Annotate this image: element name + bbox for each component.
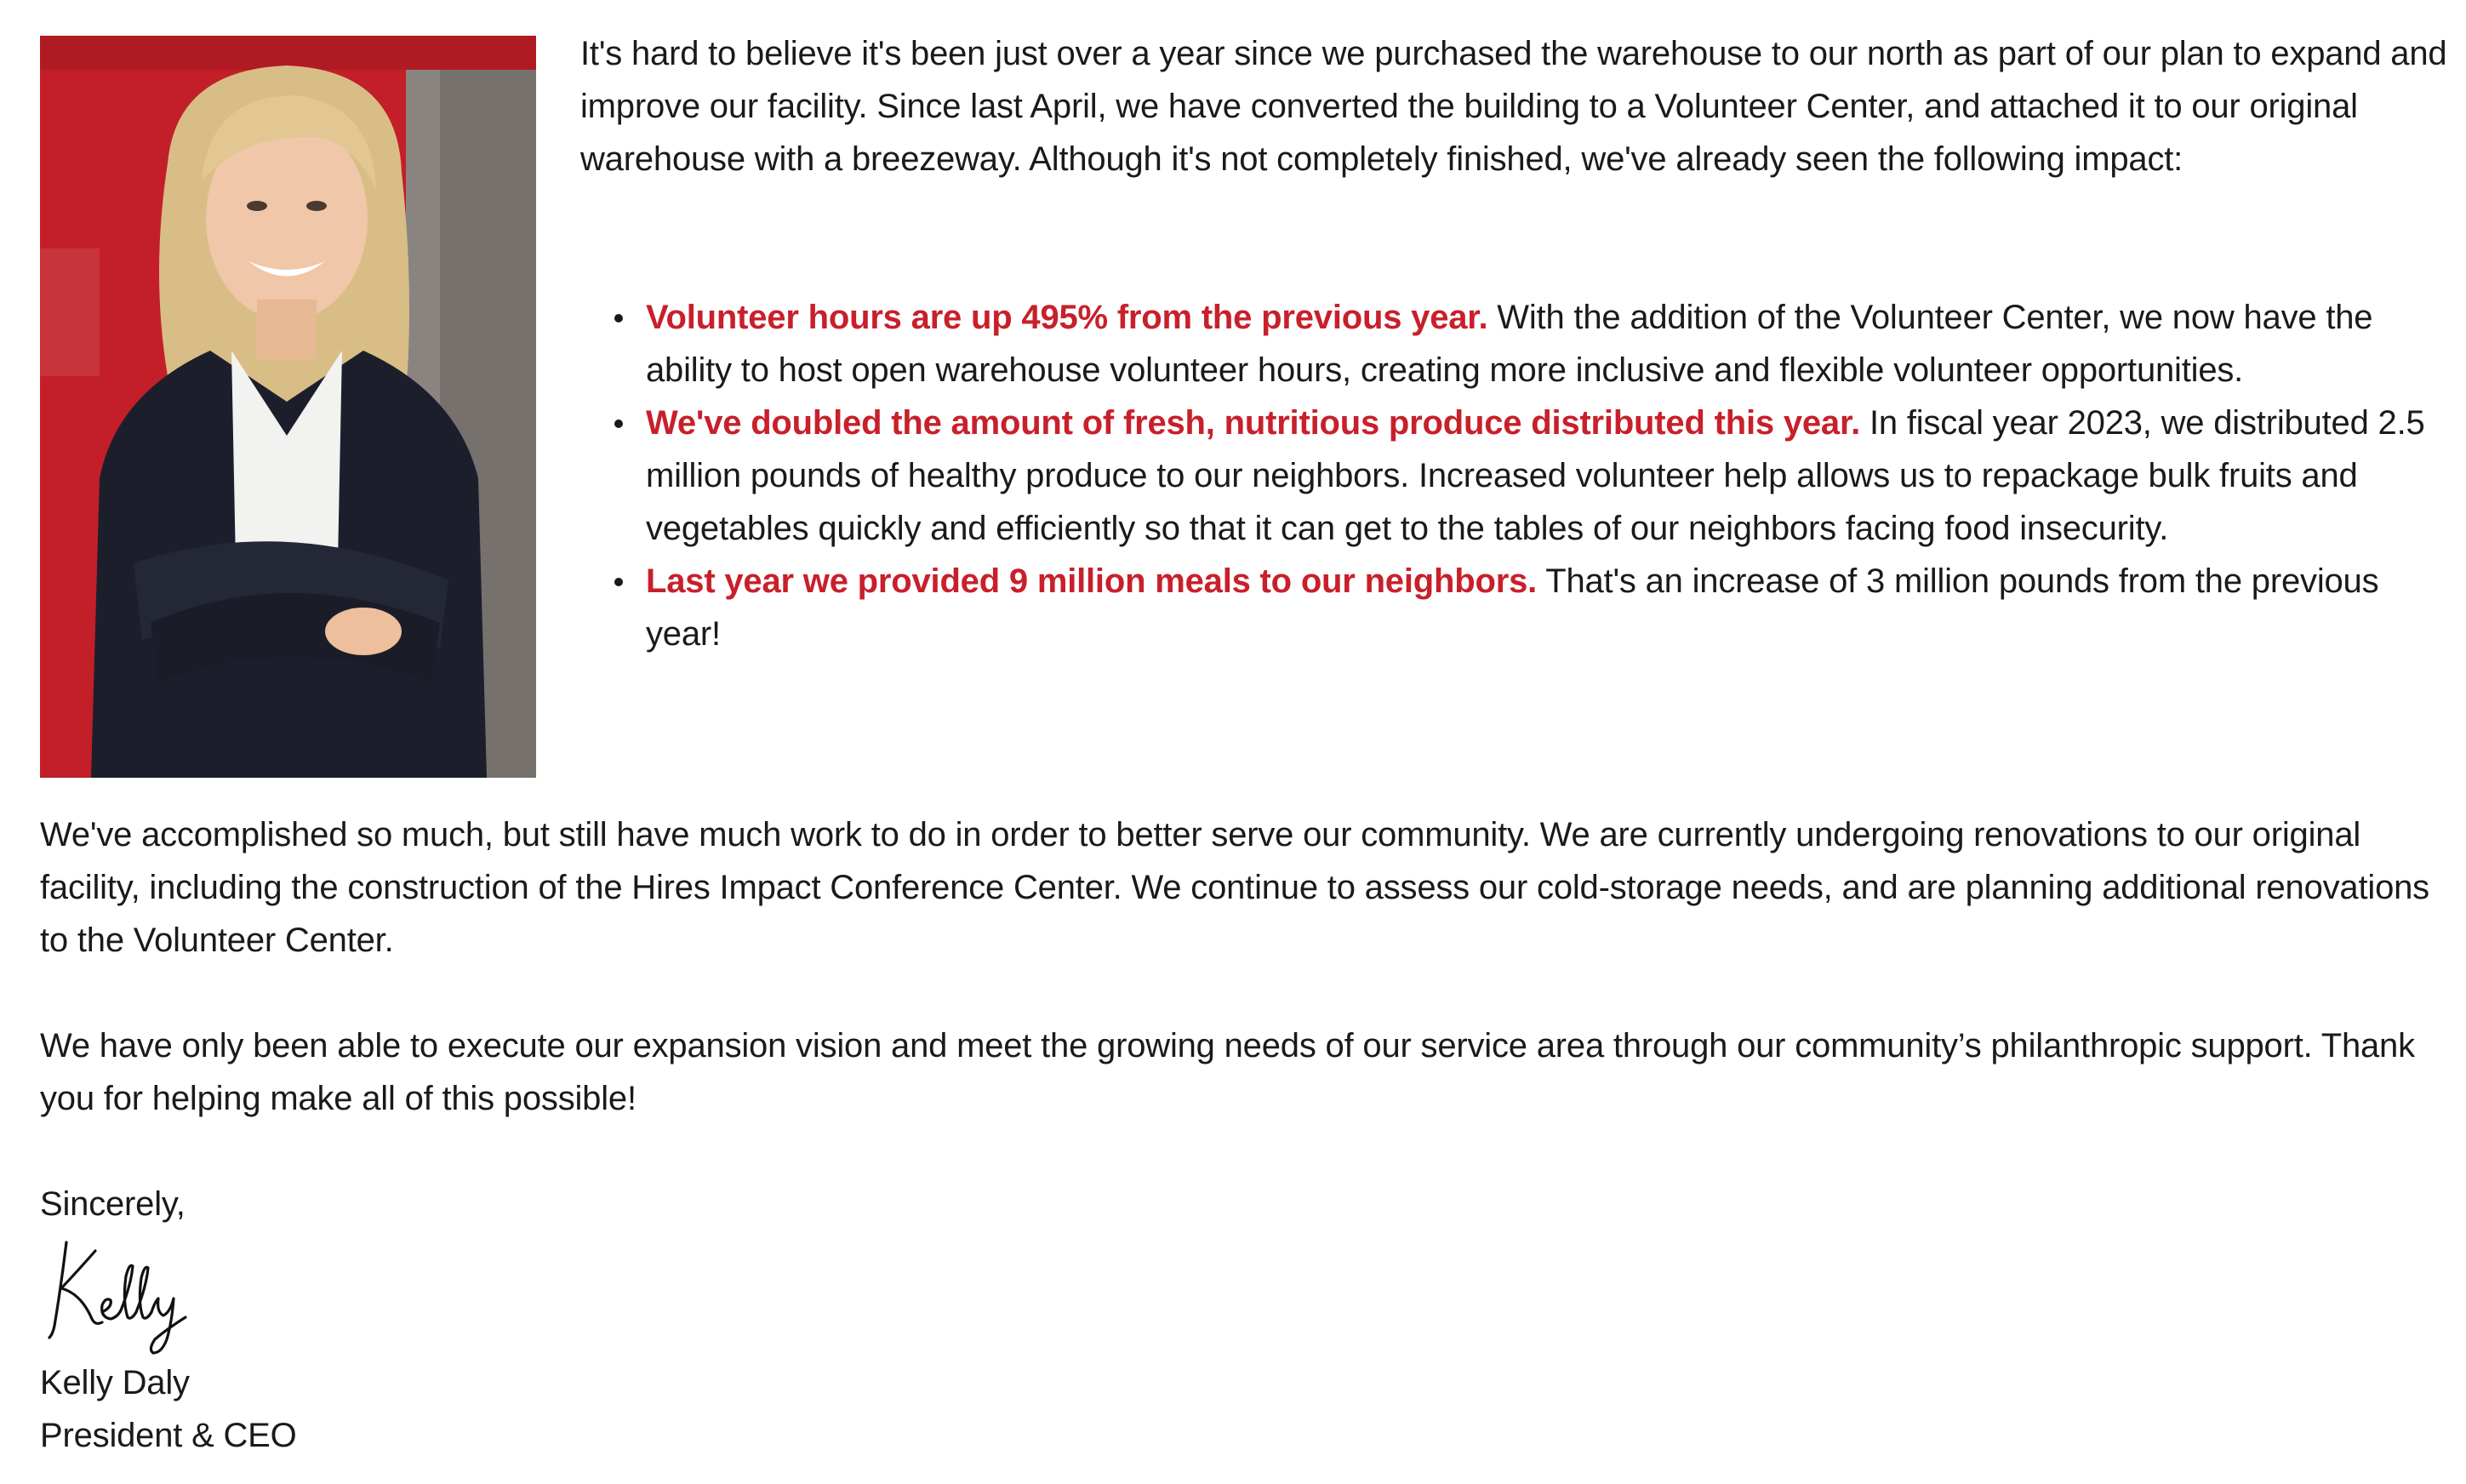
impact-text: With the addition of the Volunteer Center, we now have the ability to host open warehouse volunteer hours, creating more inclusive and flexible volunteer opportunities. bbox=[646, 299, 2373, 389]
list-item bbox=[580, 397, 2452, 555]
closing-salutation: Sincerely, bbox=[40, 1185, 186, 1223]
impact-highlight: We've doubled the amount of fresh, nutritious produce distributed this year. bbox=[646, 404, 1861, 442]
list-item bbox=[580, 291, 2452, 397]
impact-text: That's an increase of 3 million pounds from the previous year! bbox=[646, 562, 2379, 653]
handwritten-signature-icon bbox=[43, 1234, 204, 1361]
signer-title: President & CEO bbox=[40, 1417, 297, 1454]
bullet-icon bbox=[614, 314, 623, 322]
thank-you-paragraph: We have only been able to execute our expansion vision and meet the growing needs of our service area through our community’s philanthropic support. Thank you for helping make all of this possible! bbox=[40, 1027, 2415, 1117]
intro-paragraph: It's hard to believe it's been just over a year since we purchased the warehouse to our north as part of our plan to expand and improve our facility. Since last April, we have converted the building to a Volunteer Center, and attached it to our original warehouse with a breezeway. Although it's not completely finished, we've already seen the following impact: bbox=[580, 35, 2447, 178]
impact-highlight: Last year we provided 9 million meals to our neighbors. bbox=[646, 562, 1538, 600]
impact-text: In fiscal year 2023, we distributed 2.5 million pounds of healthy produce to our neighbors. Increased volunteer help allows us to repackage bulk fruits and vegetables quickly and efficiently so that it can get to the tables of our neighbors facing food insecurity. bbox=[646, 404, 2425, 547]
portrait-photo-icon bbox=[40, 36, 536, 778]
bullet-icon bbox=[614, 578, 623, 586]
portrait-illustration bbox=[40, 36, 536, 778]
list-item bbox=[580, 555, 2452, 660]
impact-list bbox=[580, 291, 2452, 660]
impact-highlight: Volunteer hours are up 495% from the previous year. bbox=[646, 299, 1488, 336]
bullet-icon bbox=[614, 420, 623, 428]
accomplishments-paragraph: We've accomplished so much, but still have much work to do in order to better serve our community. We are currently undergoing renovations to our original facility, including the construction of the Hires Impact Conference Center. We continue to assess our cold-storage needs, and are planning additional renovations to the Volunteer Center. bbox=[40, 816, 2429, 959]
signer-name: Kelly Daly bbox=[40, 1364, 190, 1401]
